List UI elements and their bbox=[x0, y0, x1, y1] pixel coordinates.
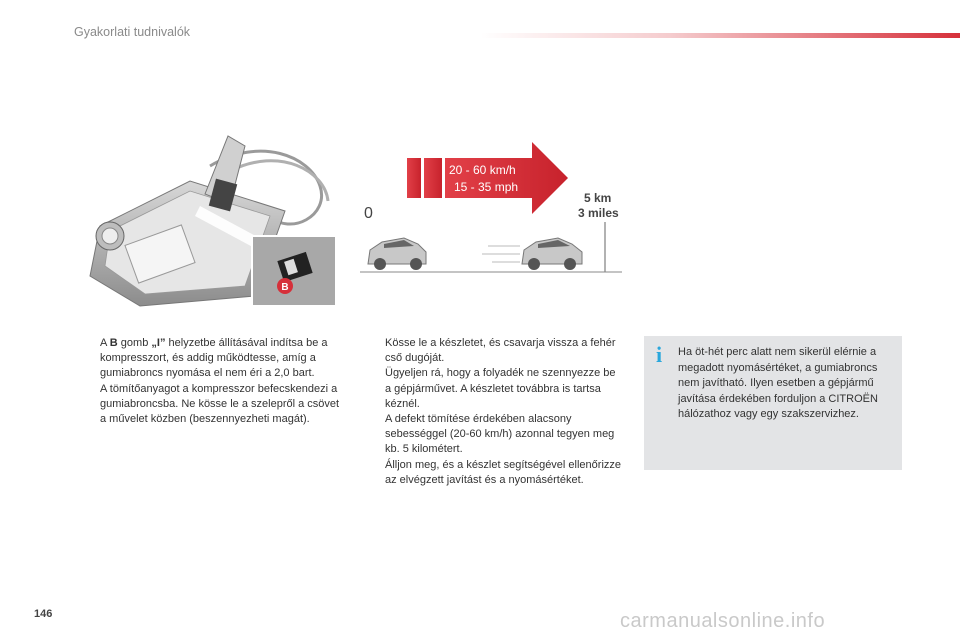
switch-position: „I” bbox=[151, 337, 166, 349]
list-item: A defekt tömítése érdekében alacsony sebességgel (20-60 km/h) azonnal tegyen meg kb. 5 kilométert. bbox=[385, 413, 615, 456]
list-item: A B gomb „I” helyzetbe állításával indítsa be a kompresszort, és addig működtesse, amíg a gumiabroncs nyomása el nem éri a 2,0 bart. bbox=[100, 337, 328, 380]
car-start-icon bbox=[368, 238, 426, 270]
button-reference: B bbox=[109, 337, 118, 349]
info-box bbox=[644, 336, 902, 470]
paragraph: Ügyeljen rá, hogy a folyadék ne szennyezze be a gépjárművet. A készletet továbbra is tartsa kéznél. bbox=[385, 367, 616, 410]
speed-distance-illustration bbox=[360, 140, 622, 276]
repair-kit-illustration bbox=[80, 126, 338, 308]
speed-bar-2 bbox=[424, 158, 442, 198]
header-accent-bar bbox=[480, 33, 960, 38]
instructions-column-2 bbox=[363, 336, 621, 488]
watermark: carmanualsonline.info bbox=[620, 610, 826, 632]
start-label: 0 bbox=[364, 205, 373, 222]
car-moving-icon bbox=[522, 238, 582, 270]
speed-kmh-label: 20 - 60 km/h bbox=[449, 163, 516, 177]
info-text: Ha öt-hét perc alatt nem sikerül elérnie a megadott nyomásértéket, a gumiabroncs nem javítható. Ilyen esetben a gépjármű javítása érdekében forduljon a CITROËN hálózathoz vagy egy szakszervizhez. bbox=[678, 346, 878, 421]
button-b-label: B bbox=[281, 282, 289, 293]
distance-km-label: 5 km bbox=[584, 191, 612, 205]
distance-miles-label: 3 miles bbox=[578, 206, 619, 220]
list-item: Kösse le a készletet, és csavarja vissza a fehér cső dugóját. bbox=[385, 337, 616, 365]
section-title: Gyakorlati tudnivalók bbox=[74, 25, 191, 39]
speed-bar-1 bbox=[407, 158, 421, 198]
list-item: Álljon meg, és a készlet segítségével ellenőrizze az elvégzett javítást és a nyomásértéket. bbox=[385, 458, 622, 486]
info-icon: i bbox=[656, 342, 663, 367]
instructions-column-1 bbox=[78, 336, 340, 427]
motion-lines bbox=[482, 246, 520, 262]
page-number: 146 bbox=[34, 608, 53, 620]
paragraph: A tömítőanyagot a kompresszor befecskendezi a gumiabroncsba. Ne kösse le a szelepről a csövet a művelet közben (beszennyezheti magát). bbox=[100, 382, 340, 426]
speed-mph-label: 15 - 35 mph bbox=[454, 180, 519, 194]
speed-arrow bbox=[445, 142, 568, 214]
